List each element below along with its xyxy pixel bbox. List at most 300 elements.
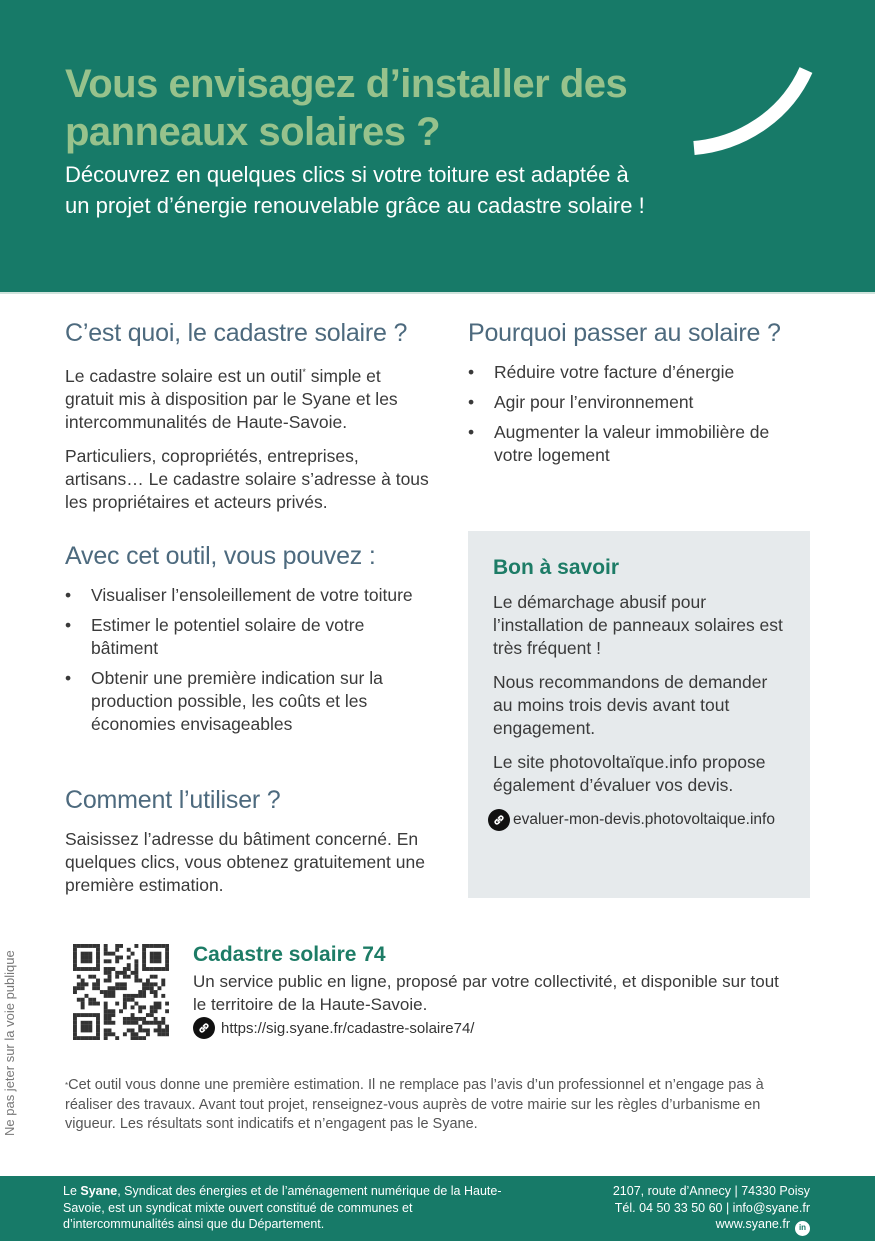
qr-module	[165, 1032, 169, 1036]
text: simple et gratuit mis à disposition par le Syane et les intercommunalités de Haute-Savoie.	[65, 365, 398, 432]
footnote-marker: *	[65, 1081, 69, 1090]
qr-module	[157, 1028, 161, 1032]
qr-module	[138, 994, 142, 998]
qr-module	[131, 1021, 135, 1025]
list-item	[468, 361, 813, 384]
qr-module	[81, 956, 85, 960]
qr-module	[96, 967, 100, 971]
qr-module	[77, 986, 81, 990]
footer-contact	[510, 1183, 810, 1236]
qr-module	[108, 1017, 112, 1021]
qr-module	[108, 1028, 112, 1032]
qr-module	[73, 959, 77, 963]
qr-module	[157, 1025, 161, 1029]
qr-module	[104, 1005, 108, 1009]
qr-module	[134, 963, 138, 967]
qr-module	[96, 1032, 100, 1036]
qr-module	[127, 967, 131, 971]
qr-module	[77, 998, 81, 1002]
qr-module	[88, 1021, 92, 1025]
qr-module	[119, 944, 123, 948]
qr-module	[96, 1013, 100, 1017]
paragraph: Le démarchage abusif pour l’installation de panneaux solaires est très fréquent !	[493, 592, 783, 658]
qr-module	[81, 998, 85, 1002]
qr-module	[115, 975, 119, 979]
qr-module	[146, 944, 150, 948]
list-item-text: Visualiser l’ensoleillement de votre toiture	[91, 585, 413, 605]
qr-module	[92, 944, 96, 948]
qr-module	[142, 990, 146, 994]
qr-module	[104, 1013, 108, 1017]
bullet-list	[65, 584, 430, 736]
qr-module	[157, 1002, 161, 1006]
qr-module	[150, 1013, 154, 1017]
qr-module	[150, 990, 154, 994]
qr-module	[123, 1017, 127, 1021]
link-icon	[488, 809, 510, 831]
qr-module	[157, 986, 161, 990]
qr-module	[104, 944, 108, 948]
qr-module	[154, 994, 158, 998]
qr-module	[165, 1002, 169, 1006]
qr-module	[111, 967, 115, 971]
qr-module	[108, 959, 112, 963]
qr-module	[108, 1021, 112, 1025]
qr-module	[127, 1021, 131, 1025]
qr-module	[142, 948, 146, 952]
qr-module	[142, 1036, 146, 1040]
qr-module	[96, 948, 100, 952]
qr-module	[108, 979, 112, 983]
qr-module	[81, 1025, 85, 1029]
qr-module	[123, 971, 127, 975]
qr-module	[127, 975, 131, 979]
qr-module	[111, 994, 115, 998]
qr-module	[154, 1017, 158, 1021]
qr-module	[165, 959, 169, 963]
phone-email[interactable]: Tél. 04 50 33 50 60 | info@syane.fr	[614, 1200, 810, 1215]
qr-module	[123, 998, 127, 1002]
qr-module	[142, 1017, 146, 1021]
hero-banner	[0, 0, 875, 292]
qr-module	[88, 959, 92, 963]
qr-module	[81, 1002, 85, 1006]
qr-module	[73, 956, 77, 960]
qr-module	[131, 1032, 135, 1036]
qr-module	[92, 967, 96, 971]
qr-module	[104, 967, 108, 971]
bullet-icon: •	[468, 362, 475, 382]
qr-module	[123, 975, 127, 979]
qr-module	[73, 1025, 77, 1029]
qr-module	[85, 944, 89, 948]
qr-module	[115, 956, 119, 960]
qr-module	[81, 959, 85, 963]
qr-module	[154, 1002, 158, 1006]
qr-module	[104, 971, 108, 975]
qr-module	[142, 986, 146, 990]
qr-module	[115, 944, 119, 948]
qr-module	[119, 982, 123, 986]
qr-module	[161, 979, 165, 983]
qr-module	[165, 944, 169, 948]
qr-module	[127, 1017, 131, 1021]
qr-module	[111, 986, 115, 990]
qr-module	[165, 967, 169, 971]
qr-module	[146, 1013, 150, 1017]
qr-module	[104, 1032, 108, 1036]
qr-module	[150, 1021, 154, 1025]
link-text[interactable]: https://sig.syane.fr/cadastre-solaire74/	[221, 1019, 475, 1037]
bullet-icon: •	[468, 392, 475, 412]
list-item-text: Réduire votre facture d’énergie	[494, 362, 735, 382]
qr-module	[88, 967, 92, 971]
qr-module	[88, 975, 92, 979]
qr-module	[104, 979, 108, 983]
service-description: Un service public en ligne, proposé par votre collectivité, et disponible sur tout le territoire de la Haute-Savoie.	[193, 972, 779, 1014]
qr-module	[157, 944, 161, 948]
qr-module	[154, 1005, 158, 1009]
qr-module	[127, 994, 131, 998]
qr-module	[150, 986, 154, 990]
qr-module	[96, 982, 100, 986]
qr-module	[81, 1028, 85, 1032]
list-item	[65, 614, 430, 660]
qr-module	[92, 1002, 96, 1006]
qr-module	[92, 1013, 96, 1017]
qr-module	[73, 952, 77, 956]
qr-module	[104, 1028, 108, 1032]
qr-module	[77, 1036, 81, 1040]
qr-module	[131, 1005, 135, 1009]
footnote-marker: *	[302, 367, 306, 377]
qr-module	[96, 952, 100, 956]
qr-module	[138, 1005, 142, 1009]
qr-module	[85, 956, 89, 960]
qr-module	[142, 1005, 146, 1009]
qr-module	[154, 982, 158, 986]
qr-module	[115, 1002, 119, 1006]
qr-module	[73, 967, 77, 971]
qr-module	[108, 1013, 112, 1017]
qr-module	[108, 986, 112, 990]
qr-module	[154, 990, 158, 994]
qr-module	[104, 1017, 108, 1021]
qr-module	[81, 944, 85, 948]
qr-module	[146, 967, 150, 971]
qr-module	[157, 1021, 161, 1025]
bullet-list	[468, 361, 813, 467]
qr-module	[96, 944, 100, 948]
qr-module	[108, 1009, 112, 1013]
paragraph: Nous recommandons de demander au moins trois devis avant tout engagement.	[493, 672, 768, 738]
list-item-text: Estimer le potentiel solaire de votre bâtiment	[91, 615, 365, 658]
qr-module	[104, 959, 108, 963]
qr-module	[92, 998, 96, 1002]
qr-module	[161, 1032, 165, 1036]
qr-module	[134, 1017, 138, 1021]
qr-module	[85, 1036, 89, 1040]
section-why-solar	[468, 317, 813, 474]
footer-about	[63, 1183, 503, 1233]
section-heading: Comment l’utiliser ?	[65, 786, 281, 814]
qr-module	[111, 990, 115, 994]
qr-module	[127, 1028, 131, 1032]
qr-module	[73, 990, 77, 994]
qr-module	[96, 1028, 100, 1032]
list-item	[65, 667, 430, 736]
service-block	[193, 940, 793, 1039]
qr-module	[127, 998, 131, 1002]
qr-module	[123, 967, 127, 971]
qr-module	[123, 1032, 127, 1036]
qr-module	[134, 1021, 138, 1025]
qr-module	[73, 963, 77, 967]
qr-module	[165, 963, 169, 967]
qr-module	[115, 1036, 119, 1040]
qr-module	[73, 1021, 77, 1025]
website-link[interactable]: www.syane.fr	[715, 1217, 790, 1231]
service-title: Cadastre solaire 74	[193, 943, 386, 966]
box-title: Bon à savoir	[493, 556, 620, 579]
qr-module	[157, 967, 161, 971]
qr-module	[150, 1005, 154, 1009]
qr-module	[115, 986, 119, 990]
qr-module	[85, 994, 89, 998]
address: 2107, route d’Annecy | 74330 Poisy	[612, 1184, 810, 1198]
qr-module	[142, 1021, 146, 1025]
qr-module	[150, 967, 154, 971]
brand-name: Syane	[80, 1184, 118, 1198]
qr-module	[131, 971, 135, 975]
qr-module	[96, 956, 100, 960]
qr-module	[161, 994, 165, 998]
qr-module	[154, 944, 158, 948]
qr-module	[81, 982, 85, 986]
qr-module	[134, 1032, 138, 1036]
qr-module	[81, 952, 85, 956]
qr-module	[104, 990, 108, 994]
qr-module	[134, 975, 138, 979]
qr-module	[111, 952, 115, 956]
bullet-icon: •	[65, 585, 72, 605]
qr-module	[142, 967, 146, 971]
qr-module	[161, 944, 165, 948]
qr-module	[88, 956, 92, 960]
qr-module	[85, 982, 89, 986]
qr-module	[134, 971, 138, 975]
qr-module	[104, 1021, 108, 1025]
hero-subtitle: Découvrez en quelques clics si votre toiture est adaptée à un projet d’énergie renouvelable grâce au cadastre solaire !	[65, 162, 645, 218]
qr-module	[150, 952, 154, 956]
qr-module	[131, 1017, 135, 1021]
qr-module	[138, 1025, 142, 1029]
qr-module	[108, 990, 112, 994]
qr-module	[92, 986, 96, 990]
qr-module	[146, 1028, 150, 1032]
qr-module	[81, 986, 85, 990]
qr-module	[73, 1036, 77, 1040]
qr-module	[77, 944, 81, 948]
linkedin-icon[interactable]: in	[795, 1221, 810, 1236]
qr-module	[119, 986, 123, 990]
qr-module	[77, 1013, 81, 1017]
qr-module	[92, 975, 96, 979]
qr-module	[138, 1036, 142, 1040]
qr-module	[131, 1036, 135, 1040]
qr-module	[96, 1017, 100, 1021]
qr-module	[165, 956, 169, 960]
qr-module	[123, 1021, 127, 1025]
qr-module	[73, 1017, 77, 1021]
qr-module	[88, 998, 92, 1002]
qr-module	[138, 1017, 142, 1021]
qr-module	[115, 982, 119, 986]
qr-module	[85, 1025, 89, 1029]
qr-module	[146, 982, 150, 986]
qr-module	[108, 975, 112, 979]
qr-module	[146, 1032, 150, 1036]
qr-module	[154, 959, 158, 963]
qr-module	[127, 963, 131, 967]
qr-module	[146, 1021, 150, 1025]
qr-module	[104, 1002, 108, 1006]
qr-module	[96, 979, 100, 983]
qr-module	[85, 952, 89, 956]
qr-module	[165, 1028, 169, 1032]
qr-module	[96, 959, 100, 963]
qr-module	[150, 959, 154, 963]
qr-module	[108, 952, 112, 956]
qr-module	[81, 1005, 85, 1009]
section-heading: Pourquoi passer au solaire ?	[468, 319, 781, 347]
qr-module	[161, 982, 165, 986]
qr-module	[73, 1032, 77, 1036]
qr-module	[123, 982, 127, 986]
qr-module	[142, 963, 146, 967]
qr-module	[96, 963, 100, 967]
footnote	[65, 1076, 815, 1135]
qr-module	[88, 1002, 92, 1006]
link-text[interactable]: evaluer-mon-devis.photovoltaique.info	[513, 811, 775, 828]
qr-module	[92, 982, 96, 986]
qr-module	[154, 975, 158, 979]
qr-module	[165, 948, 169, 952]
qr-module	[134, 944, 138, 948]
qr-module	[88, 1036, 92, 1040]
qr-module	[157, 1005, 161, 1009]
qr-module	[81, 1021, 85, 1025]
qr-module	[142, 1028, 146, 1032]
qr-module	[115, 948, 119, 952]
qr-module	[73, 1013, 77, 1017]
paragraph: Particuliers, copropriétés, entreprises, artisans… Le cadastre solaire s’adresse à tous les propriétaires et acteurs privés.	[65, 445, 429, 512]
qr-module	[150, 982, 154, 986]
section-how-to-use	[65, 784, 430, 897]
qr-module	[96, 1025, 100, 1029]
qr-module	[165, 1025, 169, 1029]
qr-module	[85, 967, 89, 971]
qr-module	[134, 959, 138, 963]
qr-module	[123, 986, 127, 990]
qr-module	[165, 1009, 169, 1013]
list-item	[468, 421, 813, 467]
qr-module	[138, 1009, 142, 1013]
service-link[interactable]	[193, 1017, 793, 1039]
qr-module	[131, 1013, 135, 1017]
qr-module	[134, 967, 138, 971]
qr-module	[157, 959, 161, 963]
qr-module	[96, 986, 100, 990]
qr-module	[131, 998, 135, 1002]
qr-module	[77, 967, 81, 971]
list-item-text: Obtenir une première indication sur la production possible, les coûts et les économies envisageables	[91, 668, 383, 734]
qr-module	[85, 1013, 89, 1017]
section-with-tool	[65, 540, 430, 743]
qr-module	[73, 944, 77, 948]
good-to-know-box	[468, 531, 810, 898]
paragraph: Le site photovoltaïque.info propose également d’évaluer vos devis.	[493, 752, 766, 795]
qr-module	[127, 948, 131, 952]
link-icon	[193, 1017, 215, 1039]
qr-module	[138, 1028, 142, 1032]
qr-code-icon[interactable]	[73, 944, 169, 1040]
qr-module	[131, 952, 135, 956]
qr-module	[154, 1009, 158, 1013]
qr-module	[161, 1028, 165, 1032]
qr-module	[104, 948, 108, 952]
qr-module	[100, 990, 104, 994]
qr-module	[108, 971, 112, 975]
qr-module	[142, 994, 146, 998]
website-row	[510, 1216, 810, 1236]
bullet-icon: •	[65, 615, 72, 635]
qr-module	[85, 1021, 89, 1025]
qr-module	[108, 994, 112, 998]
paragraph: Saisissez l’adresse du bâtiment concerné. En quelques clics, vous obtenez gratuitement une première estimation.	[65, 829, 425, 895]
devis-link[interactable]	[488, 809, 785, 831]
qr-module	[119, 1009, 123, 1013]
qr-module	[73, 948, 77, 952]
qr-module	[154, 956, 158, 960]
qr-module	[111, 1013, 115, 1017]
qr-module	[123, 994, 127, 998]
qr-module	[157, 1032, 161, 1036]
qr-module	[88, 952, 92, 956]
footer	[0, 1176, 875, 1241]
qr-module	[77, 975, 81, 979]
divider	[0, 292, 875, 294]
list-item-text: Agir pour l’environnement	[494, 392, 694, 412]
qr-module	[96, 1021, 100, 1025]
qr-module	[150, 944, 154, 948]
text: Le	[63, 1184, 81, 1198]
section-heading: Avec cet outil, vous pouvez :	[65, 542, 376, 570]
qr-module	[88, 1025, 92, 1029]
qr-module	[154, 967, 158, 971]
qr-module	[111, 1009, 115, 1013]
qr-module	[146, 979, 150, 983]
footnote-text: Cet outil vous donne une première estimation. Il ne remplace pas l’avis d’un professionnel et n’engage pas à réaliser des travaux. Avant tout projet, renseignez-vous auprès de votre mairie sur les règles d’urbanisme en vigueur. Les résultats sont indicatifs et n’engagent pas le Syane.	[65, 1077, 764, 1132]
hero-title: Vous envisagez d’installer des panneaux solaires ?	[65, 62, 628, 154]
section-heading: C’est quoi, le cadastre solaire ?	[65, 319, 408, 347]
qr-module	[161, 1017, 165, 1021]
qr-module	[88, 1028, 92, 1032]
qr-module	[131, 994, 135, 998]
qr-module	[96, 1002, 100, 1006]
qr-module	[104, 1009, 108, 1013]
qr-module	[142, 952, 146, 956]
